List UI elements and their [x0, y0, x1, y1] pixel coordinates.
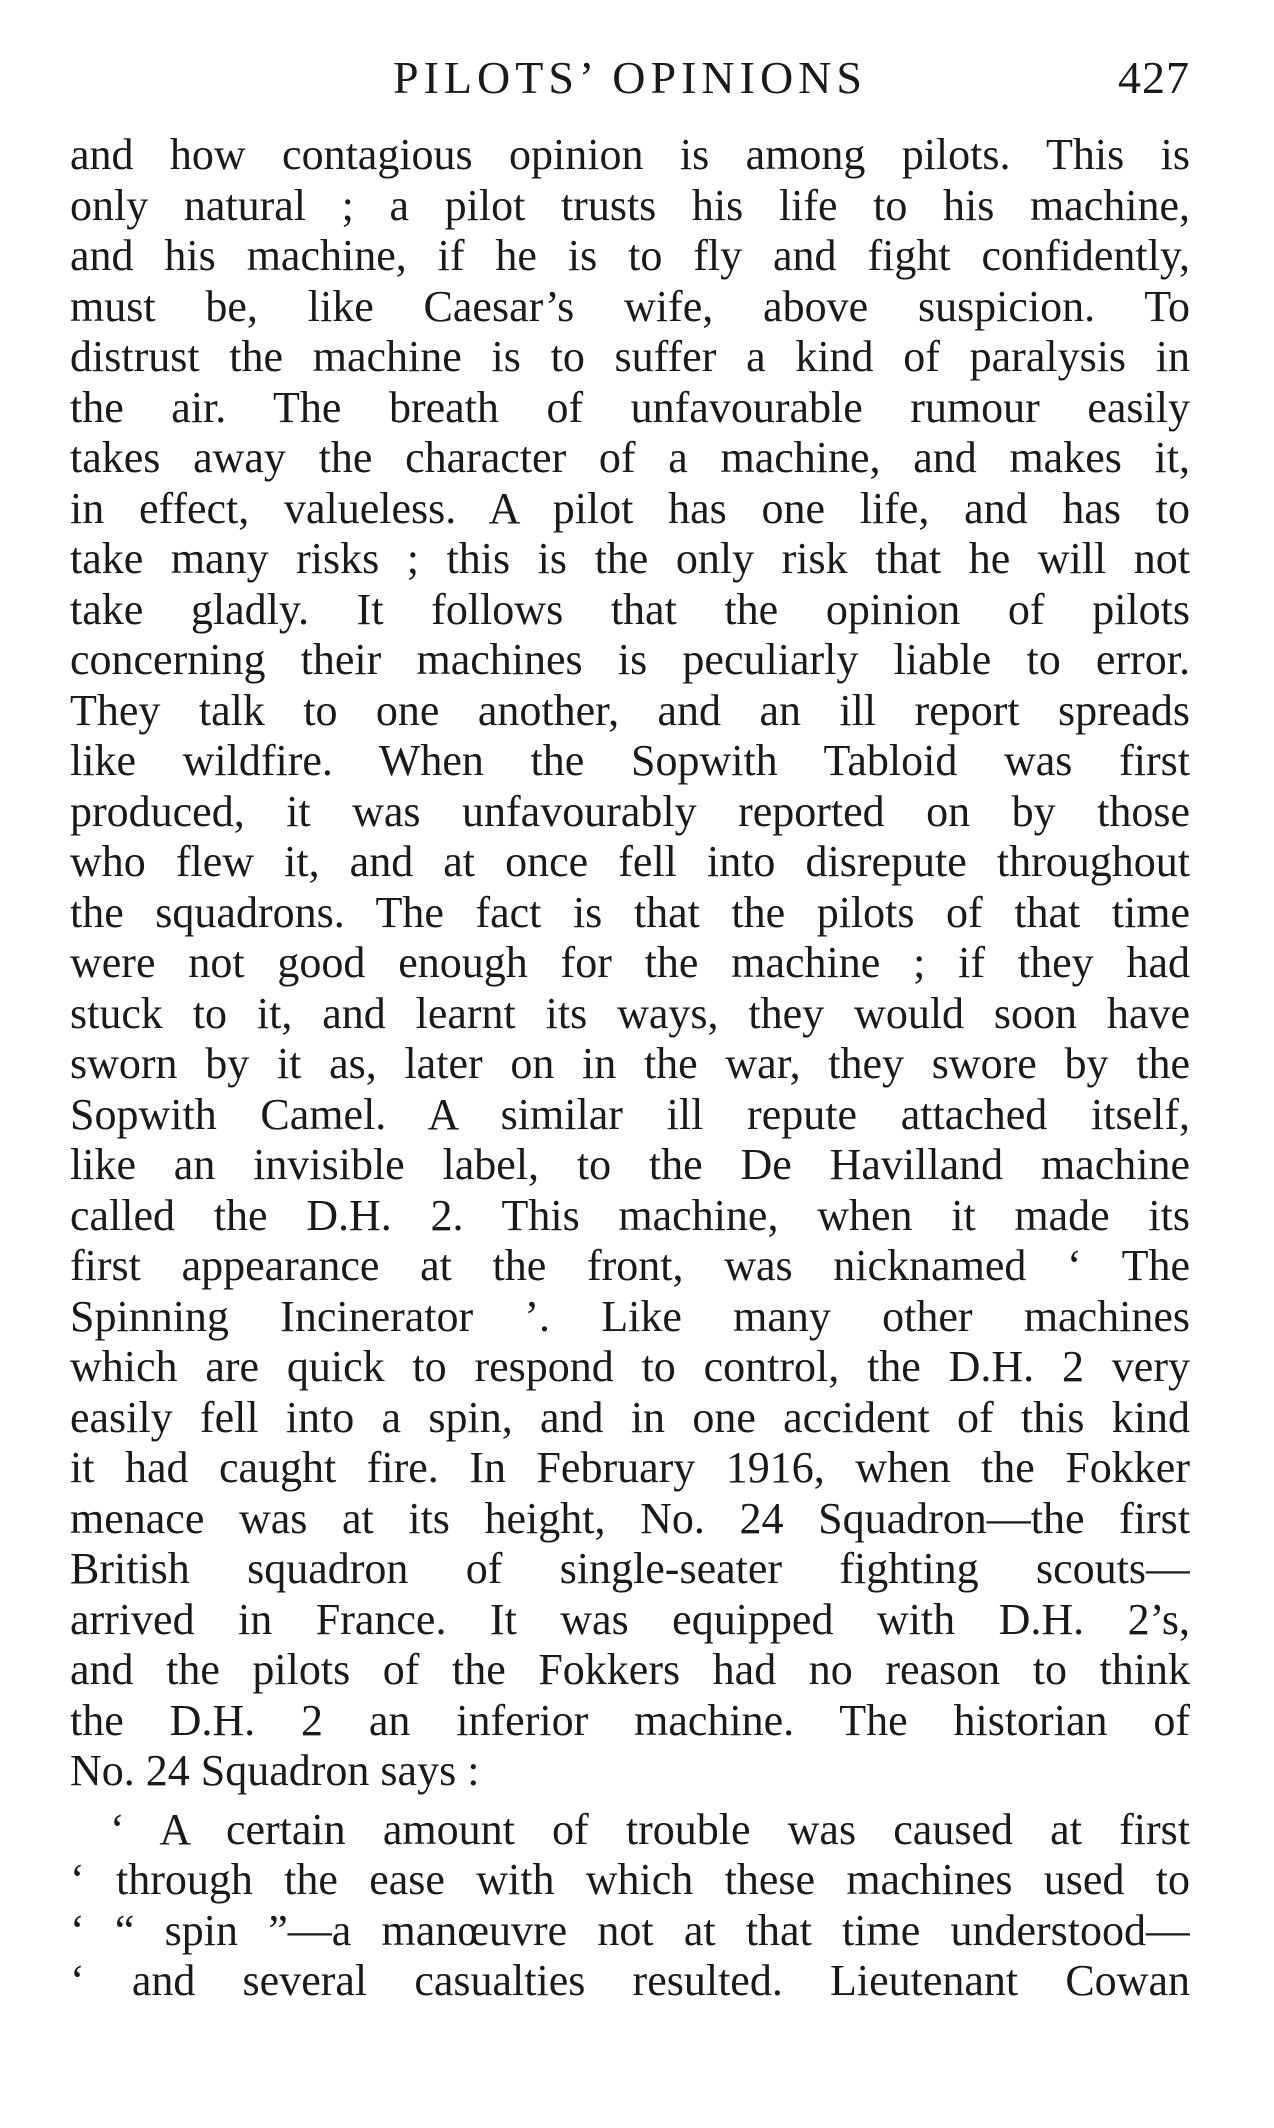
- text-line: produced, it was unfavourably reported on by those: [70, 786, 1190, 836]
- text-line: who flew it, and at once fell into disrepute throughout: [70, 837, 1190, 886]
- text-line: and his machine, if he is to fly and fight confidently,: [70, 231, 1190, 280]
- text-line: like wildfire. When the Sopwith Tabloid was first: [70, 736, 1190, 785]
- text-line: were not good enough for the machine ; if they had: [70, 938, 1190, 987]
- running-title: PILOTS’ OPINIONS: [393, 52, 867, 103]
- page-number: 427: [1118, 52, 1190, 103]
- text-line: take gladly. It follows that the opinion of pilots: [70, 584, 1190, 634]
- text-line: called the D.H. 2. This machine, when it made its: [70, 1190, 1190, 1240]
- quote-line: ‘ through the ease with which these machines used to: [70, 1855, 1190, 1904]
- text-line: the D.H. 2 an inferior machine. The historian of: [70, 1695, 1190, 1745]
- text-line: it had caught fire. In February 1916, when the Fokker: [70, 1443, 1190, 1492]
- text-line: concerning their machines is peculiarly liable to error.: [70, 635, 1190, 684]
- text-line: which are quick to respond to control, the D.H. 2 very: [70, 1342, 1190, 1391]
- text-line: Sopwith Camel. A similar ill repute attached itself,: [70, 1089, 1190, 1139]
- text-line: the air. The breath of unfavourable rumour easily: [70, 382, 1190, 432]
- text-line: and how contagious opinion is among pilots. This is: [70, 130, 1190, 179]
- text-line: first appearance at the front, was nicknamed ‘ The: [70, 1241, 1190, 1290]
- text-line: only natural ; a pilot trusts his life to his machine,: [70, 180, 1190, 230]
- text-line: must be, like Caesar’s wife, above suspicion. To: [70, 281, 1190, 331]
- text-line: They talk to one another, and an ill report spreads: [70, 685, 1190, 735]
- text-line: Spinning Incinerator ’. Like many other machines: [70, 1291, 1190, 1341]
- text-line: British squadron of single-seater fighting scouts—: [70, 1544, 1190, 1593]
- text-line: sworn by it as, later on in the war, they swore by the: [70, 1039, 1190, 1088]
- text-line: easily fell into a spin, and in one accident of this kind: [70, 1392, 1190, 1442]
- text-line: No. 24 Squadron says :: [70, 1746, 480, 1795]
- text-line: distrust the machine is to suffer a kind of paralysis in: [70, 332, 1190, 381]
- quote-line: ‘ and several casualties resulted. Lieutenant Cowan: [70, 1956, 1190, 2005]
- text-line: and the pilots of the Fokkers had no reason to think: [70, 1645, 1190, 1694]
- text-line: like an invisible label, to the De Havilland machine: [70, 1140, 1190, 1189]
- text-line: menace was at its height, No. 24 Squadron—the first: [70, 1493, 1190, 1543]
- text-line: take many risks ; this is the only risk that he will not: [70, 534, 1190, 583]
- body-text: [70, 130, 1190, 2007]
- text-line: arrived in France. It was equipped with D.H. 2’s,: [70, 1594, 1190, 1644]
- text-line: the squadrons. The fact is that the pilots of that time: [70, 887, 1190, 937]
- text-line: stuck to it, and learnt its ways, they would soon have: [70, 988, 1190, 1038]
- text-line: in effect, valueless. A pilot has one life, and has to: [70, 483, 1190, 533]
- running-head: [70, 48, 1190, 108]
- quote-line: ‘ A certain amount of trouble was caused at first: [110, 1804, 1190, 1854]
- text-line: takes away the character of a machine, and makes it,: [70, 433, 1190, 482]
- quote-line: ‘ “ spin ”—a manœuvre not at that time understood—: [70, 1905, 1190, 1955]
